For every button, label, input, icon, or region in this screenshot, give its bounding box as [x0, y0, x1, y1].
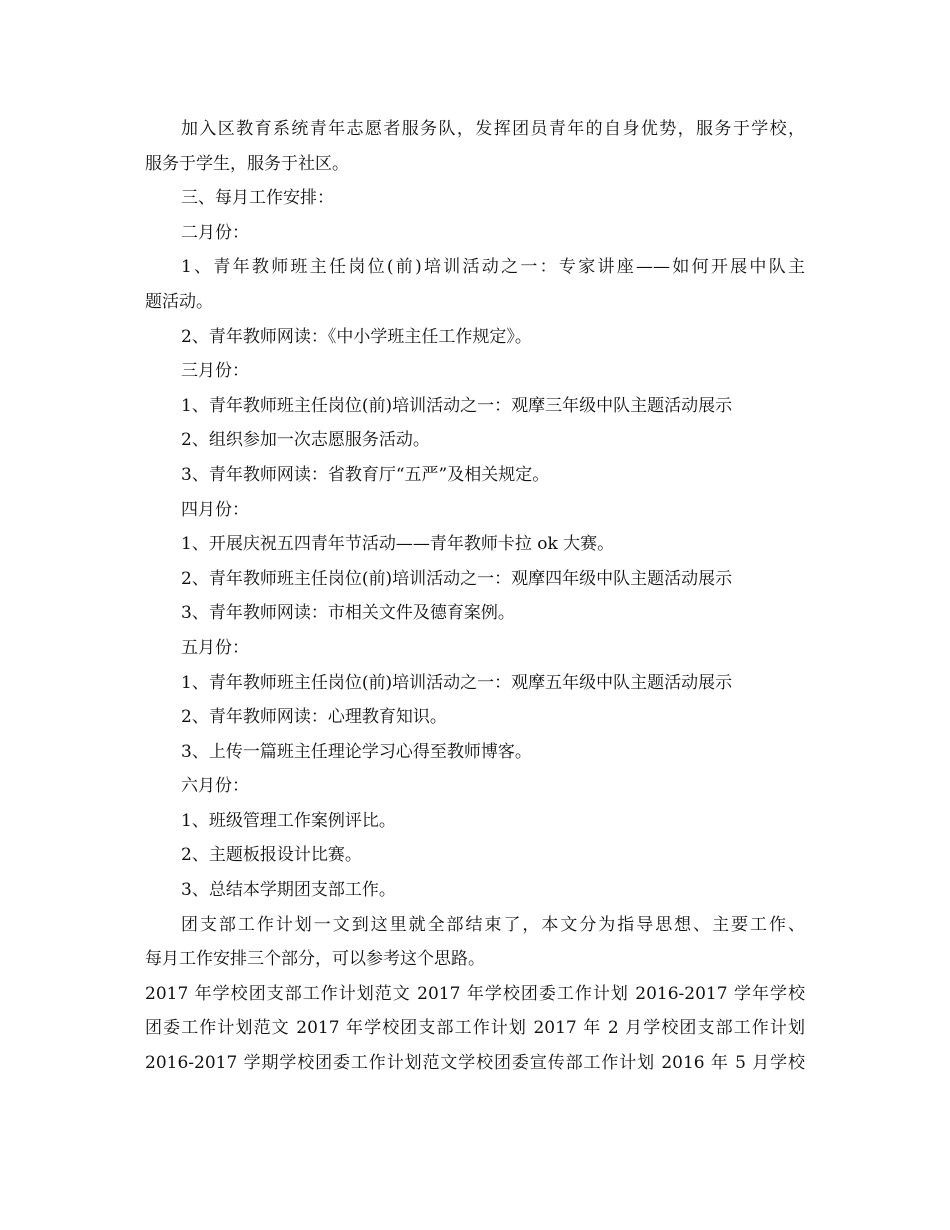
related-links-line: 团委工作计划范文 2017 年学校团支部工作计划 2017 年 2 月学校团支部工作计划 [145, 1018, 805, 1039]
text-line: 2、主题板报设计比赛。 [181, 845, 362, 866]
section-heading: 三、每月工作安排： [181, 188, 334, 209]
text-line: 1、青年教师班主任岗位(前)培训活动之一：观摩五年级中队主题活动展示 [181, 672, 733, 693]
text-line: 2、青年教师网读：《中小学班主任工作规定》。 [181, 326, 532, 347]
text-line: 服务于学生，服务于社区。 [145, 153, 349, 174]
related-links-line: 2017 年学校团支部工作计划范文 2017 年学校团委工作计划 2016-2017 学年学校 [145, 983, 805, 1004]
document-body [145, 112, 805, 1081]
text-line: 3、总结本学期团支部工作。 [181, 880, 396, 901]
text-line: 1、青年教师班主任岗位(前)培训活动之一：观摩三年级中队主题活动展示 [181, 395, 733, 416]
text-line: 题活动。 [145, 291, 213, 312]
text-line: 2、青年教师班主任岗位(前)培训活动之一：观摩四年级中队主题活动展示 [181, 568, 733, 589]
text-line: 加入区教育系统青年志愿者服务队，发挥团员青年的自身优势，服务于学校， [181, 119, 805, 139]
text-line: 1、开展庆祝五四青年节活动——青年教师卡拉 ok 大赛。 [181, 534, 615, 555]
text-line: 每月工作安排三个部分，可以参考这个思路。 [145, 949, 485, 970]
month-heading: 五月份： [181, 637, 249, 658]
month-heading: 三月份： [181, 361, 249, 382]
text-line: 1、班级管理工作案例评比。 [181, 810, 396, 831]
text-line: 2、组织参加一次志愿服务活动。 [181, 430, 430, 451]
related-links-line: 2016-2017 学期学校团委工作计划范文学校团委宣传部工作计划 2016 年 5 月学校 [145, 1053, 805, 1074]
text-line: 3、青年教师网读：省教育厅“五严”及相关规定。 [181, 464, 550, 485]
month-heading: 六月份： [181, 776, 249, 797]
text-line: 团支部工作计划一文到这里就全部结束了，本文分为指导思想、主要工作、 [181, 914, 805, 935]
text-line: 2、青年教师网读：心理教育知识。 [181, 707, 447, 728]
month-heading: 二月份： [181, 222, 249, 243]
text-line: 3、上传一篇班主任理论学习心得至教师博客。 [181, 741, 532, 762]
month-heading: 四月份： [181, 499, 249, 520]
text-line: 1、青年教师班主任岗位(前)培训活动之一：专家讲座——如何开展中队主 [181, 257, 805, 278]
text-line: 3、青年教师网读：市相关文件及德育案例。 [181, 603, 515, 624]
